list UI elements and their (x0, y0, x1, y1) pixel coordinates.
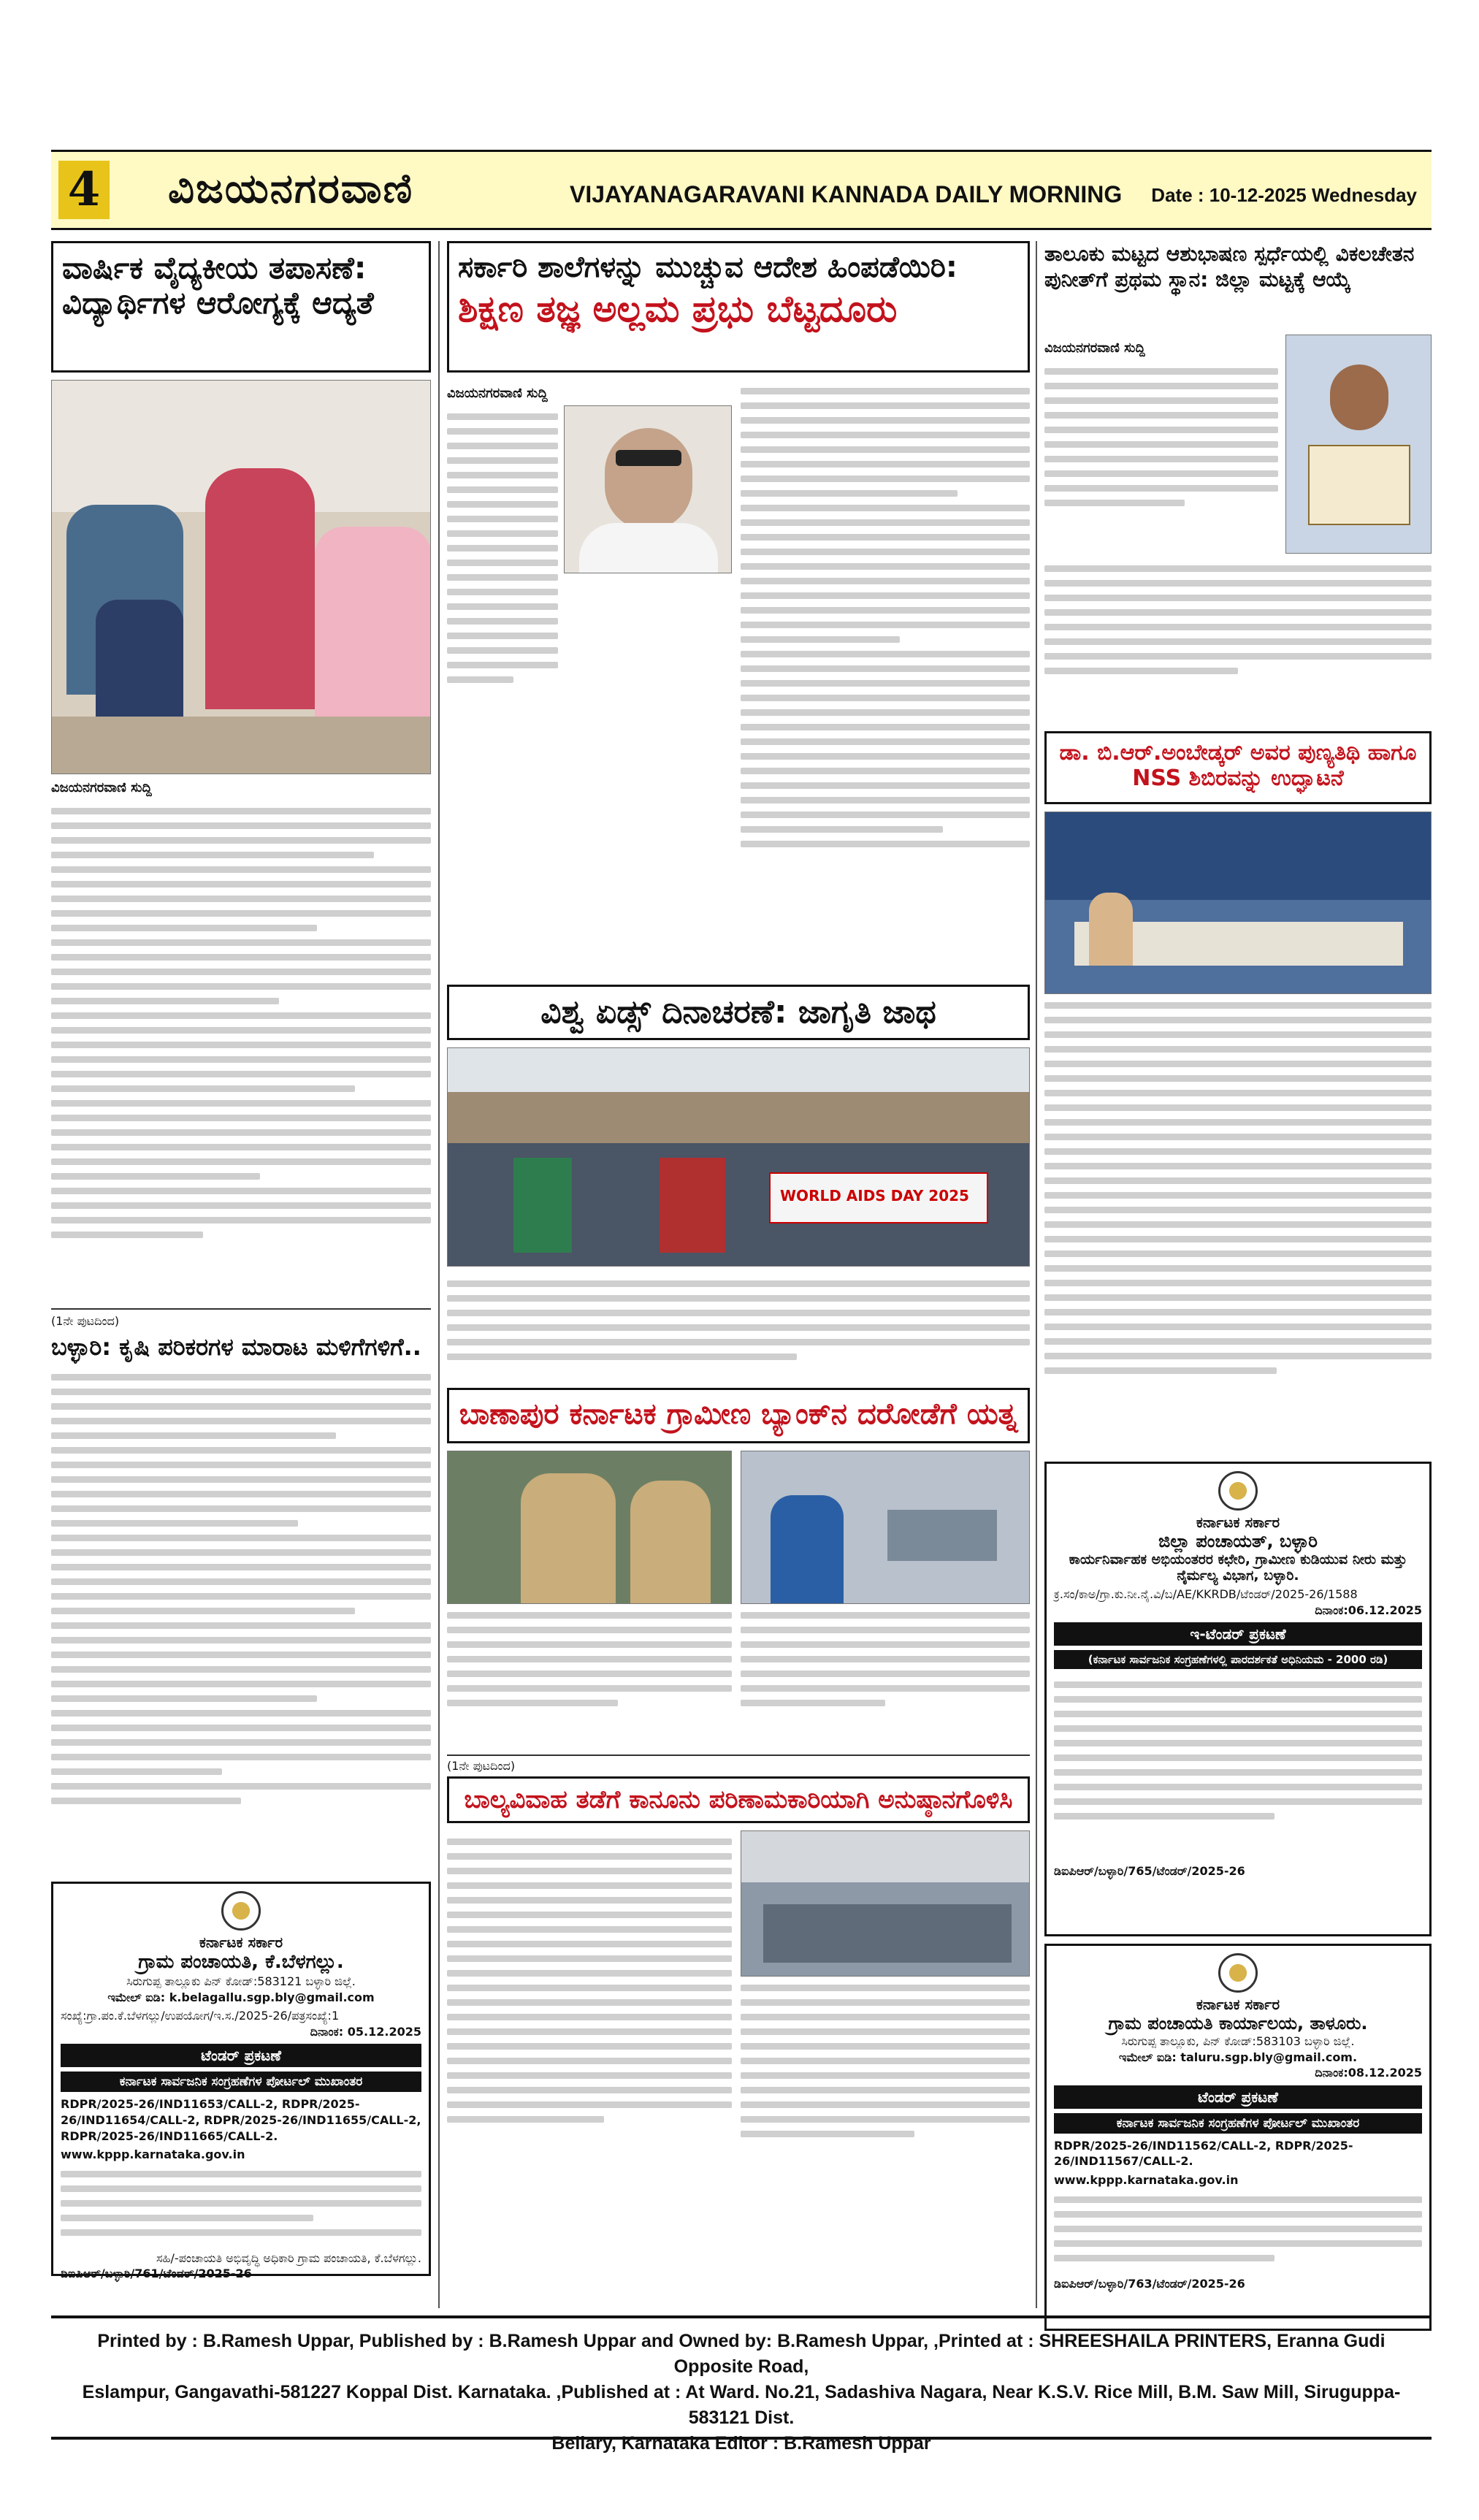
notice-signoff: ಸಹಿ/-ಪಂಚಾಯತಿ ಅಭಿವೃದ್ಧಿ ಅಧಿಕಾರಿ ಗ್ರಾಮ ಪಂಚಾಯತಿ, ಕೆ.ಬೆಳಗಲ್ಲು. (156, 2250, 421, 2265)
notice-footer: ಡಿಐಪಿಆರ್/ಬಳ್ಳಾರಿ/763/ಟೆಂಡರ್/2025-26 (1054, 2276, 1245, 2291)
imprint-footer (51, 2315, 1432, 2454)
notice-email: ಇಮೇಲ್ ಐಡಿ: taluru.sgp.bly@gmail.com. (1118, 2050, 1358, 2064)
article-body-bank-b (741, 1604, 1030, 1750)
notice-tender-ids: RDPR/2025-26/IND11562/CALL-2, RDPR/2025-26/IND11567/CALL-2. (1054, 2138, 1353, 2169)
article-body-agri (51, 1366, 431, 1870)
tender-notice-kbelagallu (51, 1882, 431, 2281)
article-body-nss (1044, 994, 1432, 1454)
notice-office: ಗ್ರಾಮ ಪಂಚಾಯತಿ ಕಾರ್ಯಾಲಯ, ತಾಳೂರು. (1108, 2013, 1368, 2034)
paper-name-english: VIJAYANAGARAVANI KANNADA DAILY MORNING (570, 181, 1123, 207)
byline: ವಿಜಯನಗರವಾಣಿ ಸುದ್ದಿ (447, 386, 548, 401)
notice-gov: ಕರ್ನಾಟಕ ಸರ್ಕಾರ (1196, 1996, 1280, 2013)
photo-aids-rally (447, 1047, 1030, 1267)
article-body-speech-a (1044, 360, 1278, 557)
imprint-line-3: Bellary, Karnataka Editor : B.Ramesh Uppar (551, 2433, 931, 2454)
notice-office: ಜಿಲ್ಲಾ ಪಂಚಾಯತ್, ಬಳ್ಳಾರಿ (1158, 1531, 1318, 1551)
issue-date: Date : 10-12-2025 Wednesday (1151, 184, 1417, 206)
imprint-line-1: Printed by : B.Ramesh Uppar, Published by : B.Ramesh Uppar and Owned by: B.Ramesh Uppar, ,Printed at : SHREESHAILA PRINTERS, Eranna Gudi Opposite Road, (97, 2331, 1386, 2377)
tender-notice-taluru (1044, 1944, 1432, 2331)
notice-band-title: ಟೆಂಡರ್ ಪ್ರಕಟಣೆ (61, 2044, 421, 2067)
notice-email: ಇಮೇಲ್ ಐಡಿ: k.belagallu.sgp.bly@gmail.com (107, 1990, 375, 2004)
headline-ambedkar-nss: ಡಾ. ಬಿ.ಆರ್.ಅಂಬೇಡ್ಕರ್ ಅವರ ಪುಣ್ಯತಿಥಿ ಹಾಗೂ NSS ಶಿಬಿರವನ್ನು ಉದ್ಘಾಟನೆ (1044, 731, 1432, 804)
byline: ವಿಜಯನಗರವಾಣಿ ಸುದ್ದಿ (51, 780, 152, 795)
photo-nss-camp (1044, 812, 1432, 994)
notice-address: ಸಿರುಗುಪ್ಪ ತಾಲ್ಲೂಕು, ಪಿನ್ ಕೋಡ್:583103 ಬಳ್ಳಾರಿ ಜಿಲ್ಲೆ. (1121, 2034, 1355, 2048)
column-divider (1036, 241, 1037, 2308)
photo-allama-prabhu (564, 405, 732, 573)
banner-text: WORLD AIDS DAY 2025 (780, 1187, 969, 1204)
karnataka-emblem-icon (221, 1891, 261, 1931)
photo-bank-police (447, 1451, 732, 1604)
continued-tag: (1ನೇ ಪುಟದಿಂದ) (447, 1759, 516, 1773)
notice-date: ದಿನಾಂಕ:06.12.2025 (1315, 1603, 1422, 1617)
notice-footer: ಡಿಐಪಿಆರ್/ಬಳ್ಳಾರಿ/761/ಟೆಂಡರ್/2025-26 (61, 2267, 252, 2281)
headline-speech-contest: ತಾಲೂಕು ಮಟ್ಟದ ಆಶುಭಾಷಣ ಸ್ಪರ್ಧೆಯಲ್ಲಿ ವಿಕಲಚೇತನ ಪುನೀತ್‌ಗೆ ಪ್ರಥಮ ಸ್ಥಾನ: ಜಿಲ್ಲಾ ಮಟ್ಟಕ್ಕೆ ಆಯ್ಕೆ (1044, 242, 1415, 291)
notice-date: ದಿನಾಂಕ:08.12.2025 (1315, 2066, 1422, 2080)
paper-name-kannada: ವಿಜಯನಗರವಾಣಿ (168, 165, 414, 213)
photo-student-certificate (1285, 335, 1432, 554)
page-number: 4 (58, 161, 110, 219)
article-body-medical (51, 800, 431, 1304)
notice-ref: ಸಂಖ್ಯೆ:ಗ್ರಾ.ಪಂ.ಕೆ.ಬೆಳಗಲ್ಲು/ಉಪಯೋಗ/ಇ.ಸ./2025-26/ಪತ್ರಸಂಖ್ಯೆ:1 (61, 2009, 340, 2023)
article-body-child-b (741, 1977, 1030, 2196)
notice-address: ಸಿರುಗುಪ್ಪ ತಾಲ್ಲೂಕು ಪಿನ್ ಕೋಡ್:583121 ಬಳ್ಳಾರಿ ಜಿಲ್ಲೆ. (126, 1974, 356, 1988)
article-body-child-a (447, 1830, 732, 2196)
notice-tender-ids: RDPR/2025-26/IND11653/CALL-2, RDPR/2025-26/IND11654/CALL-2, RDPR/2025-26/IND11655/CALL-2, RDPR/2025-26/IND11665/CALL-2. (61, 2097, 421, 2143)
notice-band-title: ಟೆಂಡರ್ ಪ್ರಕಟಣೆ (1054, 2085, 1422, 2109)
etender-notice-bellary (1044, 1462, 1432, 1936)
byline: ವಿಜಯನಗರವಾಣಿ ಸುದ್ದಿ (1044, 340, 1145, 356)
notice-portal: www.kppp.karnataka.gov.in (1054, 2172, 1239, 2187)
headline-school-closure: ಸರ್ಕಾರಿ ಶಾಲೆಗಳನ್ನು ಮುಚ್ಚುವ ಆದೇಶ ಹಿಂಪಡೆಯಿರಿ: ಶಿಕ್ಷಣ ತಜ್ಞ ಅಲ್ಲಮ ಪ್ರಭು ಬೆಟ್ಟದೂರು (447, 241, 1030, 373)
notice-footer: ಡಿಐಪಿಆರ್/ಬಳ್ಳಾರಿ/765/ಟೆಂಡರ್/2025-26 (1054, 1864, 1245, 1879)
article-body-speech-b (1044, 557, 1432, 725)
notice-gov: ಕರ್ನಾಟಕ ಸರ್ಕಾರ (199, 1933, 283, 1951)
continued-tag: (1ನೇ ಪುಟದಿಂದ) (51, 1314, 120, 1328)
article-body-bank-a (447, 1604, 732, 1750)
article-body-school-a (447, 405, 558, 749)
karnataka-emblem-icon (1218, 1471, 1258, 1511)
headline-red-line: ಶಿಕ್ಷಣ ತಜ್ಞ ಅಲ್ಲಮ ಪ್ರಭು ಬೆಟ್ಟದೂರು (458, 288, 898, 330)
headline-aids-day: ವಿಶ್ವ ಏಡ್ಸ್ ದಿನಾಚರಣೆ: ಜಾಗೃತಿ ಜಾಥ (447, 985, 1030, 1040)
notice-band-subtitle: (ಕರ್ನಾಟಕ ಸಾರ್ವಜನಿಕ ಸಂಗ್ರಹಣೆಗಳಲ್ಲಿ ಪಾರದರ್ಶಕತೆ ಅಧಿನಿಯಮ - 2000 ರಡಿ) (1054, 1650, 1422, 1669)
imprint-line-2: Eslampur, Gangavathi-581227 Koppal Dist. Karnataka. ,Published at : At Ward. No.21, Sadashiva Nagara, Near K.S.V. Rice Mill, B.M. Saw Mill, Siruguppa-583121 Dist. (82, 2382, 1401, 2428)
headline-medical-checkup: ವಾರ್ಷಿಕ ವೈದ್ಯಕೀಯ ತಪಾಸಣೆ: ವಿದ್ಯಾರ್ಥಿಗಳ ಆರೋಗ್ಯಕ್ಕೆ ಆದ್ಯತೆ (51, 241, 431, 373)
notice-office-2: ಕಾರ್ಯನಿರ್ವಾಹಕ ಅಭಿಯಂತರರ ಕಛೇರಿ, ಗ್ರಾಮೀಣ ಕುಡಿಯುವ ನೀರು ಮತ್ತು ನೈರ್ಮಲ್ಯ ವಿಭಾಗ, ಬಳ್ಳಾರಿ. (1069, 1551, 1407, 1584)
column-center (447, 241, 1030, 2196)
notice-ref: ಕ್ರ.ಸಂ/ಕಾಅ/ಗ್ರಾ.ಕು.ನೀ.ನೈ.ವಿ/ಬ/AE/KKRDB/ಟೆಂಡರ್/2025-26/1588 (1054, 1587, 1358, 1601)
notice-band-subtitle: ಕರ್ನಾಟಕ ಸಾರ್ವಜನಿಕ ಸಂಗ್ರಹಣೆಗಳ ಪೋರ್ಟಲ್ ಮುಖಾಂತರ (1054, 2113, 1422, 2134)
column-left (51, 241, 431, 2281)
article-body-aids (447, 1272, 1030, 1382)
notice-band-subtitle: ಕರ್ನಾಟಕ ಸಾರ್ವಜನಿಕ ಸಂಗ್ರಹಣೆಗಳ ಪೋರ್ಟಲ್ ಮುಖಾಂತರ (61, 2072, 421, 2092)
headline-child-marriage: ಬಾಲ್ಯವಿವಾಹ ತಡೆಗೆ ಕಾನೂನು ಪರಿಣಾಮಕಾರಿಯಾಗಿ ಅನುಷ್ಠಾನಗೊಳಿಸಿ (447, 1776, 1030, 1823)
photo-bank-interior (741, 1451, 1030, 1604)
notice-gov: ಕರ್ನಾಟಕ ಸರ್ಕಾರ (1196, 1513, 1280, 1531)
column-divider (438, 241, 440, 2308)
headline-agri-shops: ಬಳ್ಳಾರಿ: ಕೃಷಿ ಪರಿಕರಗಳ ಮಾರಾಟ ಮಳಿಗೆಗಳಿಗೆ.. (51, 1333, 421, 1361)
column-right (1044, 241, 1432, 2331)
headline-bank-robbery: ಬಾಣಾಪುರ ಕರ್ನಾಟಕ ಗ್ರಾಮೀಣ ಬ್ಯಾಂಕ್‌ನ ದರೋಡೆಗೆ ಯತ್ನ (447, 1388, 1030, 1443)
article-body-school-b (741, 380, 1030, 979)
notice-office: ಗ್ರಾಮ ಪಂಚಾಯತಿ, ಕೆ.ಬೆಳಗಲ್ಲು. (138, 1951, 344, 1973)
notice-band-title: ಇ-ಟೆಂಡರ್ ಪ್ರಕಟಣೆ (1054, 1622, 1422, 1646)
photo-meeting-hall (741, 1830, 1030, 1977)
karnataka-emblem-icon (1218, 1953, 1258, 1993)
notice-portal: www.kppp.karnataka.gov.in (61, 2147, 245, 2162)
masthead (51, 150, 1432, 230)
notice-date: ದಿನಾಂಕ: 05.12.2025 (310, 2024, 421, 2039)
photo-medical-checkup (51, 380, 431, 774)
